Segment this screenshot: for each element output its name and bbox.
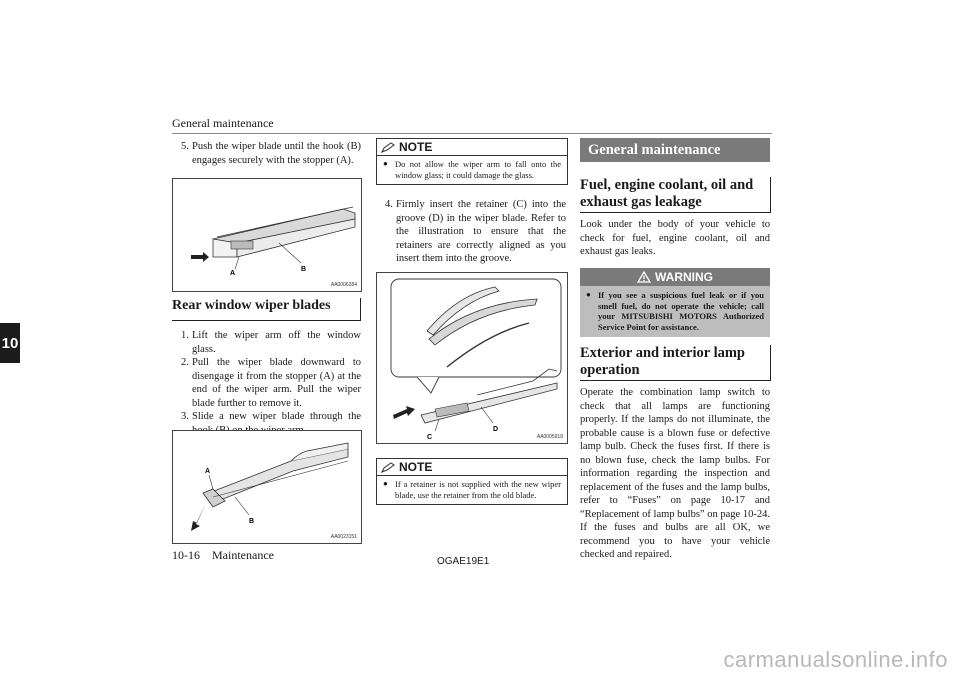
warning-title: WARNING	[655, 270, 713, 284]
step-4	[385, 198, 566, 266]
heading-lamp-operation: Exterior and interior lamp operation	[580, 345, 745, 378]
note-box-2	[376, 458, 568, 505]
note-title: NOTE	[399, 140, 433, 154]
figure-code: AA0005918	[536, 434, 563, 440]
wiper-hook-illustration	[173, 179, 361, 291]
figure-wiper-hook	[172, 178, 362, 292]
heading-fuel-leakage: Fuel, engine coolant, oil and exhaust gas leakage	[580, 177, 754, 210]
step-number: 4.	[385, 199, 393, 210]
rear-wiper-illustration	[173, 431, 361, 543]
para-lamp: Operate the combination lamp switch to check that all lamps are functioning properly. If the lamps do not illuminate, the probable cause is a blown fuse or defective lamp bulb. Check the fuses first. If there is no blown fuse, check the lamp bulbs. For information regarding the inspection and replacement of the fuses and the lamp bulbs, refer to “Fuses” on page 10-17 and “Replacement of lamp bulbs” on page 10-24. If the fuses and bulbs are all OK, we recommend you to have your vehicle checked and repaired.	[580, 387, 770, 560]
heading-lamp-wrap	[580, 345, 771, 381]
warning-header	[580, 268, 770, 286]
footer-page	[172, 548, 274, 563]
running-header: General maintenance	[172, 116, 274, 130]
note-text: Do not allow the wiper arm to fall onto the window glass; it could damage the glass.	[395, 159, 561, 180]
note-body	[377, 476, 567, 504]
note-header	[377, 459, 567, 476]
chapter-tab: 10	[0, 323, 20, 363]
step-number: 5.	[181, 141, 189, 152]
watermark: carmanualsonline.info	[723, 647, 948, 672]
note-title: NOTE	[399, 460, 433, 474]
left-steps	[181, 329, 361, 437]
middle-step	[385, 198, 566, 266]
retainer-illustration	[377, 273, 567, 443]
note-text: If a retainer is not supplied with the new wiper blade, use the retainer from the old blade.	[395, 479, 561, 500]
label-b: B	[301, 266, 307, 273]
step-number: 2.	[181, 357, 189, 368]
figure-retainer	[376, 272, 568, 444]
page-number: 10-16	[172, 548, 200, 562]
para-fuel: Look under the body of your vehicle to check for fuel, engine coolant, oil and exhaust gas leaks.	[580, 219, 770, 257]
warning-box	[580, 268, 770, 337]
warning-triangle-icon	[637, 271, 651, 283]
heading-rear-wiper: Rear window wiper blades	[172, 298, 331, 313]
step-text: Slide a new wiper blade through the	[192, 411, 361, 422]
note-pencil-icon	[381, 462, 395, 473]
step-text: Lift the wiper arm off the window glass.	[192, 330, 361, 355]
note-body	[377, 156, 567, 184]
left-column	[181, 140, 361, 167]
label-a: A	[205, 468, 211, 475]
label-d: D	[493, 426, 499, 433]
chapter-name: Maintenance	[212, 548, 274, 562]
step-5	[181, 140, 361, 167]
step-1	[181, 329, 361, 356]
heading-fuel-wrap	[580, 177, 771, 213]
step-2	[181, 356, 361, 410]
bullet-icon: ●	[586, 290, 591, 299]
step-text: Push the wiper blade until the hook (B) engages securely with the stopper (A).	[192, 141, 361, 166]
figure-code: AA0006284	[330, 282, 357, 288]
figure-rear-wiper	[172, 430, 362, 544]
section-bar: General maintenance	[580, 138, 770, 162]
step-text: Pull the wiper blade downward to disengage it from the stopper (A) at the end of the wiper arm. Pull the wiper blade further to remove it.	[192, 357, 361, 409]
doc-code: OGAE19E1	[437, 556, 490, 567]
heading-rear-wiper-wrap	[172, 298, 361, 321]
label-b: B	[249, 518, 255, 525]
label-c: C	[427, 434, 433, 441]
warning-text: If you see a suspicious fuel leak or if you smell fuel, do not operate the vehicle; call your MITSUBISHI MOTORS Authorized Service Point for assistance.	[598, 290, 764, 332]
note-pencil-icon	[381, 142, 395, 153]
bullet-icon: ●	[383, 159, 388, 168]
step-text: Firmly insert the retainer (C) into the groove (D) in the wiper blade. Refer to the illustration to ensure that the retainers are correctly aligned as you insert them into the groove.	[396, 199, 566, 264]
note-box-1	[376, 138, 568, 185]
figure-code: AA0023151	[330, 534, 357, 540]
warning-body	[580, 286, 770, 337]
note-header	[377, 139, 567, 156]
bullet-icon: ●	[383, 479, 388, 488]
label-a: A	[230, 270, 236, 277]
step-number: 1.	[181, 330, 189, 341]
header-rule	[172, 133, 772, 134]
step-number: 3.	[181, 411, 189, 422]
